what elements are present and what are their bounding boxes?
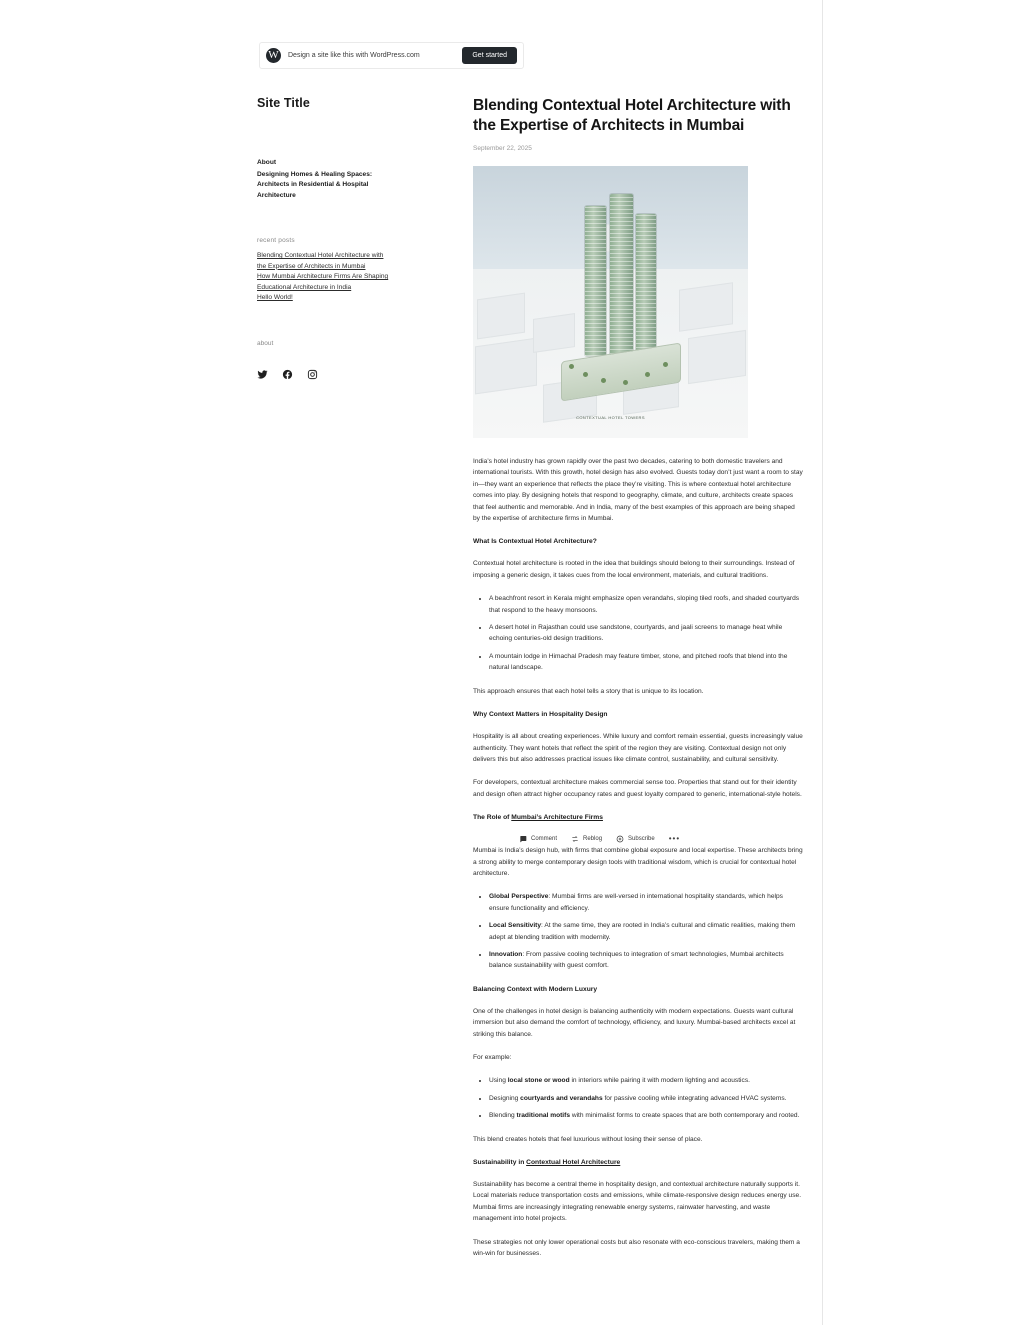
hotel-tower — [636, 214, 656, 364]
section-paragraph: One of the challenges in hotel design is balancing authenticity with modern expectations. Guests want cultural immersion but also demand the comfort of technology, efficiency, and luxury. Mumbai-based architects excel at striking this balance. — [473, 1007, 796, 1038]
tree — [569, 364, 574, 369]
bullet-lead: local stone or wood — [507, 1077, 570, 1085]
tree — [601, 378, 606, 383]
list-item: • A desert hotel in Rajasthan could use sandstone, courtyards, and jaali screens to manage heat while echoing centuries-old design traditions. — [489, 622, 803, 645]
context-block — [477, 293, 525, 340]
post-date: September 22, 2025 — [473, 145, 532, 152]
section-bullets — [473, 593, 803, 673]
sidebar-nav — [257, 158, 392, 201]
hotel-tower — [610, 194, 633, 362]
image-caption: CONTEXTUAL HOTEL TOWERS — [576, 415, 645, 420]
comment-label: Comment — [531, 835, 558, 842]
tree — [663, 362, 668, 367]
recent-post-1[interactable]: Blending Contextual Hotel Architecture with the Expertise of Architects in Mumbai — [257, 252, 384, 270]
bullet-text: in interiors while pairing it with modern lighting and acoustics. — [569, 1077, 750, 1085]
subscribe-button[interactable] — [616, 835, 655, 843]
tree — [623, 380, 628, 385]
section-paragraph: These strategies not only lower operational costs but also resonate with eco-conscious travelers, making them a win-win for businesses. — [473, 1238, 800, 1258]
recent-post-3[interactable]: Hello World! — [257, 294, 293, 301]
comment-button[interactable] — [519, 835, 557, 843]
heading-link[interactable]: Mumbai’s Architecture Firms — [511, 814, 603, 822]
section-paragraph: Sustainability has become a central theme in hospitality design, and contextual architecture naturally supports it. Local materials reduce transportation costs and emissions, while climate-responsive design reduces energy use. Mumbai firms are increasingly integrating renewable energy systems, rainwater harvesting, and waste management into hotel projects. — [473, 1181, 802, 1223]
heading-prefix: Sustainability in — [473, 1159, 527, 1167]
wordpress-promo-banner — [259, 42, 524, 69]
section-bullets — [473, 1075, 803, 1121]
recent-posts-list — [257, 251, 392, 304]
section-closing: This approach ensures that each hotel tells a story that is unique to its location. — [473, 687, 704, 695]
sidebar — [257, 96, 392, 380]
wordpress-icon: W — [266, 48, 281, 63]
recent-posts-title: recent posts — [257, 237, 295, 244]
list-item — [489, 1093, 803, 1104]
list-item: • A mountain lodge in Himachal Pradesh may feature timber, stone, and pitched roofs that blend into the natural landscape. — [489, 651, 803, 674]
article — [473, 96, 803, 1271]
context-block — [475, 338, 537, 395]
social-links — [257, 369, 392, 380]
section-heading-role-of-mumbai-firms — [473, 812, 803, 823]
instagram-icon[interactable] — [307, 369, 318, 380]
bullet-text: : At the same time, they are rooted in India’s cultural and climatic realities, making them adept at blending tradition with modernity. — [489, 922, 796, 941]
list-item: • A beachfront resort in Kerala might emphasize open verandahs, sloping tiled roofs, and shaded courtyards that respond to the heavy monsoons. — [489, 593, 803, 616]
bullet-pre: Designing — [489, 1094, 521, 1102]
section-bullets — [473, 891, 803, 971]
list-item — [489, 949, 803, 972]
intro-paragraph: India’s hotel industry has grown rapidly over the past two decades, catering to both domestic travelers and international tourists. With this growth, hotel design has also evolved. Guests today don’t just want a room to stay in—they want an experience that reflects the place they’re visiting. This is where contextual hotel architecture comes into play. By designing hotels that respond to geography, climate, and culture, architects create spaces that feel authentic and memorable. And in India, many of the best examples of this approach are being shaped by the expertise of architecture firms in Mumbai. — [473, 458, 803, 523]
bullet-text: : Mumbai firms are well-versed in international hospitality standards, which helps ensure functionality and efficiency. — [489, 893, 783, 912]
context-block — [679, 282, 733, 332]
reblog-button[interactable] — [571, 835, 602, 843]
section-heading-sustainability — [473, 1157, 803, 1168]
section-paragraph: Mumbai is India’s design hub, with firms that combine global exposure and local expertise. These architects bring a strong ability to merge contemporary design tools with traditional wisdom, which is crucial for contextual hotel architecture. — [473, 847, 803, 877]
heading-prefix: The Role of — [473, 814, 512, 822]
bullet-lead: traditional motifs — [516, 1112, 570, 1120]
tree — [645, 372, 650, 377]
about-widget-title: about — [257, 339, 274, 347]
bullet-text: for passive cooling while integrating advanced HVAC systems. — [602, 1094, 787, 1102]
bullet-text: : From passive cooling techniques to integration of smart technologies, Mumbai architects balance sustainability with guest comfort. — [489, 950, 784, 970]
bullet-lead: Local Sensitivity — [489, 922, 542, 930]
bullet-text: with minimalist forms to create spaces that are both contemporary and rooted. — [569, 1112, 800, 1120]
tree — [583, 372, 588, 377]
reblog-label: Reblog — [583, 835, 603, 842]
list-item — [489, 920, 803, 943]
page-title: Blending Contextual Hotel Architecture with the Expertise of Architects in Mumbai — [473, 97, 791, 134]
list-item — [489, 1110, 803, 1121]
more-options-icon[interactable]: ••• — [668, 834, 681, 844]
page-canvas — [51, 0, 823, 1325]
recent-post-2[interactable]: How Mumbai Architecture Firms Are Shaping Educational Architecture in India — [257, 273, 389, 291]
context-block — [688, 330, 746, 384]
section-paragraph: For example: — [473, 1054, 512, 1061]
bullet-pre: Blending — [489, 1112, 517, 1120]
twitter-icon[interactable] — [257, 369, 268, 380]
wordpress-promo-text: Design a site like this with WordPress.com — [288, 52, 420, 59]
section-heading-why-context: Why Context Matters in Hospitality Design — [473, 711, 608, 719]
subscribe-label: Subscribe — [628, 835, 655, 842]
heading-link[interactable]: Contextual Hotel Architecture — [526, 1159, 621, 1167]
hotel-tower — [585, 206, 606, 356]
section-paragraph: Contextual hotel architecture is rooted in the idea that buildings should belong to their surroundings. Instead of imposing a generic design, it takes cues from the local environment, materials, and cultural traditions. — [473, 560, 795, 579]
site-title[interactable]: Site Title — [257, 96, 310, 110]
section-heading-balancing-context: Balancing Context with Modern Luxury — [473, 985, 598, 993]
featured-image — [473, 166, 748, 438]
post-action-bar — [473, 834, 803, 843]
sidebar-item-about[interactable]: About — [257, 159, 277, 166]
section-paragraph: Hospitality is all about creating experiences. While luxury and comfort remain essential, guests increasingly value authenticity. They want hotels that reflect the spirit of the region they are visiting. Contextual design not only delivers this but also addresses practical issues like climate control, sustainability, and cultural sensitivity. — [473, 733, 803, 763]
list-item — [489, 1075, 803, 1086]
sidebar-item-designing-homes[interactable]: Designing Homes & Healing Spaces: Architects in Residential & Hospital Architecture — [257, 170, 373, 199]
list-item — [489, 891, 803, 914]
section-paragraph: For developers, contextual architecture makes commercial sense too. Properties that stand out for their identity and design often attract higher occupancy rates and guest loyalty compared to generic, international-style hotels. — [473, 779, 802, 798]
context-block — [533, 313, 575, 353]
get-started-button[interactable]: Get started — [462, 47, 517, 64]
bullet-pre: Using — [489, 1077, 508, 1085]
bullet-lead: Innovation — [489, 950, 523, 958]
section-closing: This blend creates hotels that feel luxurious without losing their sense of place. — [473, 1135, 703, 1143]
facebook-icon[interactable] — [282, 369, 293, 380]
bullet-lead: courtyards and verandahs — [520, 1094, 603, 1102]
bullet-lead: Global Perspective — [489, 893, 549, 901]
section-heading-what-is: What Is Contextual Hotel Architecture? — [473, 538, 597, 546]
